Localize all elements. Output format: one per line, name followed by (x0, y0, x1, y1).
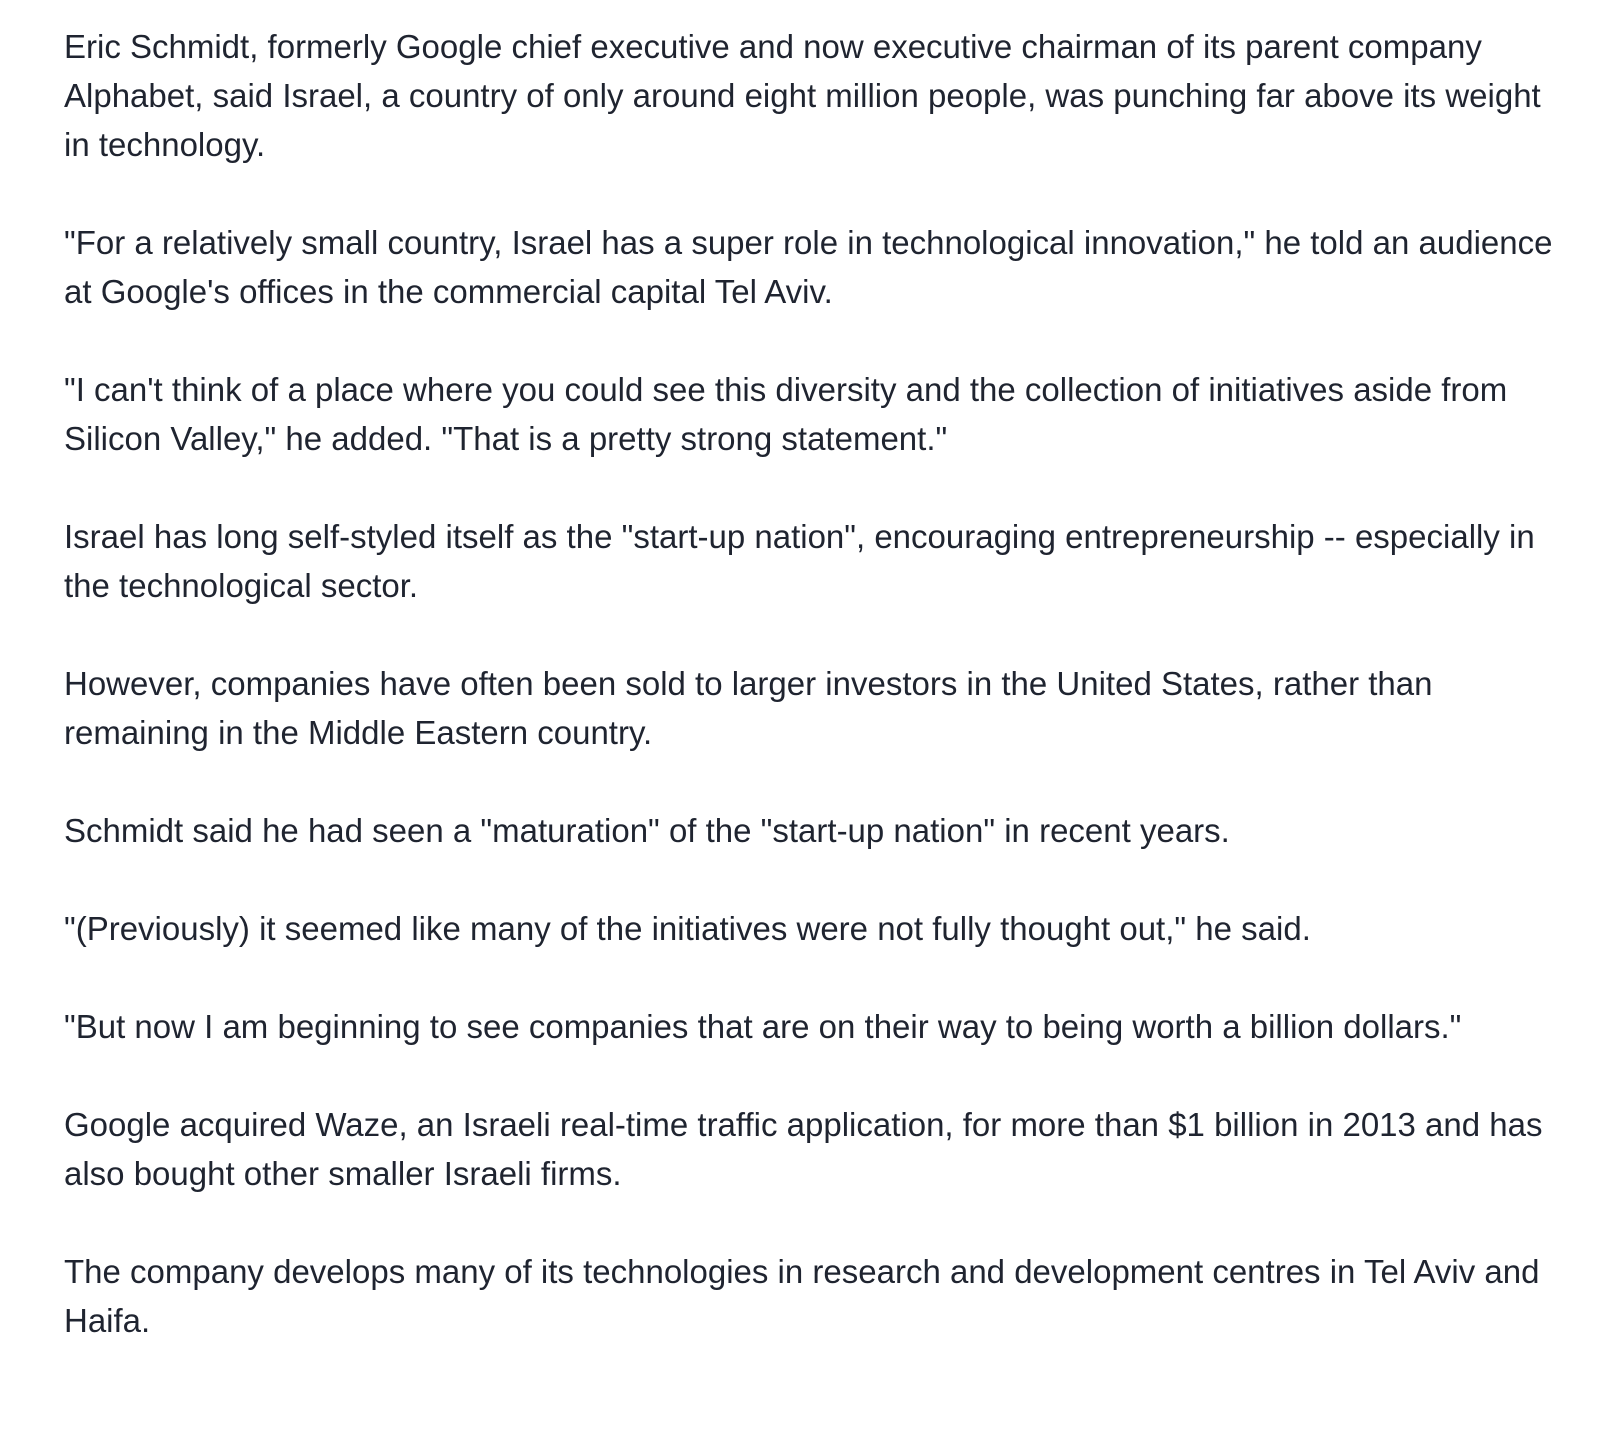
article-paragraph: Eric Schmidt, formerly Google chief executive and now executive chairman of its parent company Alphabet, said Israel, a country of only around eight million people, was punching far above its weight in technology. (64, 28, 1541, 163)
article-paragraph: "But now I am beginning to see companies that are on their way to being worth a billion dollars." (64, 1008, 1462, 1045)
article-paragraph: Israel has long self-styled itself as the "start-up nation", encouraging entrepreneurship -- especially in the technological sector. (64, 518, 1535, 604)
article-paragraph: The company develops many of its technologies in research and development centres in Tel Aviv and Haifa. (64, 1253, 1540, 1339)
article-paragraph: "For a relatively small country, Israel has a super role in technological innovation," he told an audience at Google's offices in the commercial capital Tel Aviv. (64, 224, 1553, 310)
article-paragraph: Schmidt said he had seen a "maturation" of the "start-up nation" in recent years. (64, 812, 1230, 849)
article-body (64, 22, 1554, 1345)
article-paragraph: "I can't think of a place where you could see this diversity and the collection of initiatives aside from Silicon Valley," he added. "That is a pretty strong statement." (64, 371, 1508, 457)
article-paragraph: Google acquired Waze, an Israeli real-time traffic application, for more than $1 billion in 2013 and has also bought other smaller Israeli firms. (64, 1106, 1543, 1192)
article-paragraph: "(Previously) it seemed like many of the initiatives were not fully thought out," he said. (64, 910, 1311, 947)
article-paragraph: However, companies have often been sold to larger investors in the United States, rather than remaining in the Middle Eastern country. (64, 665, 1433, 751)
